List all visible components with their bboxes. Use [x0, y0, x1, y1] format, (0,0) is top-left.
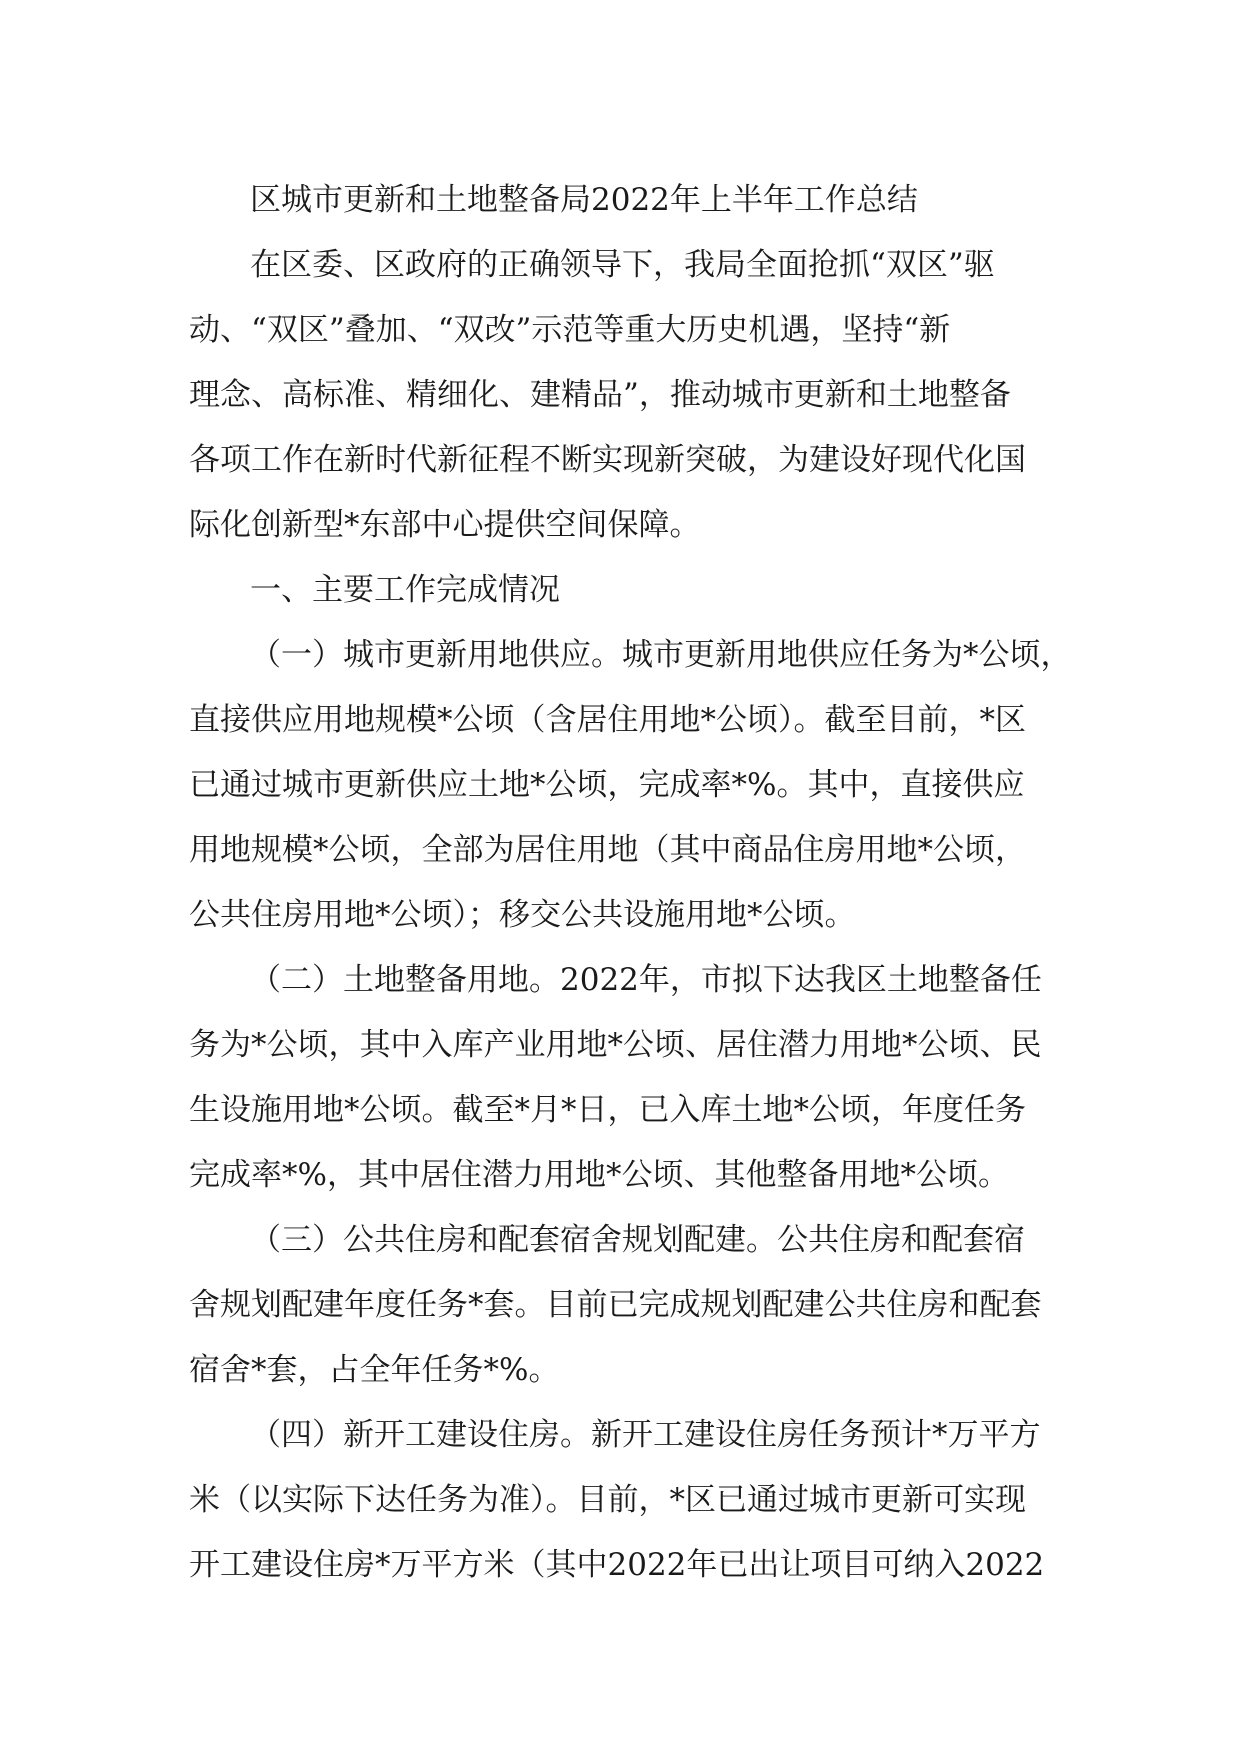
paragraph-line: 舍规划配建年度任务*套。目前已完成规划配建公共住房和配套 — [189, 1287, 1042, 1323]
paragraph-line: 动、“双区”叠加、“双改”示范等重大历史机遇，坚持“新 — [189, 312, 951, 348]
document-title: 区城市更新和土地整备局2022年上半年工作总结 — [250, 182, 918, 218]
paragraph-line: 在区委、区政府的正确领导下，我局全面抢抓“双区”驱 — [250, 247, 995, 283]
paragraph-line: 生设施用地*公顷。截至*月*日，已入库土地*公顷，年度任务 — [189, 1092, 1026, 1128]
paragraph-line: 宿舍*套，占全年任务*%。 — [189, 1352, 560, 1388]
paragraph-line: （四）新开工建设住房。新开工建设住房任务预计*万平方 — [250, 1417, 1041, 1453]
paragraph-line: 际化创新型*东部中心提供空间保障。 — [189, 507, 701, 543]
paragraph-line: 开工建设住房*万平方米（其中2022年已出让项目可纳入2022 — [189, 1547, 1045, 1583]
paragraph-line: 用地规模*公顷，全部为居住用地（其中商品住房用地*公顷， — [189, 832, 1026, 868]
paragraph-line: 完成率*%，其中居住潜力用地*公顷、其他整备用地*公顷。 — [189, 1157, 1009, 1193]
paragraph-line: 已通过城市更新供应土地*公顷，完成率*%。其中，直接供应 — [189, 767, 1025, 803]
paragraph-line: 公共住房用地*公顷）；移交公共设施用地*公顷。 — [189, 897, 856, 933]
paragraph-line: 务为*公顷，其中入库产业用地*公顷、居住潜力用地*公顷、民 — [189, 1027, 1042, 1063]
paragraph-line: （三）公共住房和配套宿舍规划配建。公共住房和配套宿 — [250, 1222, 1025, 1258]
section-heading: 一、主要工作完成情况 — [250, 572, 560, 608]
paragraph-line: （一）城市更新用地供应。城市更新用地供应任务为*公顷， — [250, 637, 1072, 673]
paragraph-line: 直接供应用地规模*公顷（含居住用地*公顷）。截至目前，*区 — [189, 702, 1026, 738]
paragraph-line: 各项工作在新时代新征程不断实现新突破，为建设好现代化国 — [189, 442, 1026, 478]
paragraph-line: （二）土地整备用地。2022年，市拟下达我区土地整备任 — [250, 962, 1042, 998]
paragraph-line: 米（以实际下达任务为准）。目前，*区已通过城市更新可实现 — [189, 1482, 1026, 1518]
paragraph-line: 理念、高标准、精细化、建精品”，推动城市更新和土地整备 — [189, 377, 1011, 413]
